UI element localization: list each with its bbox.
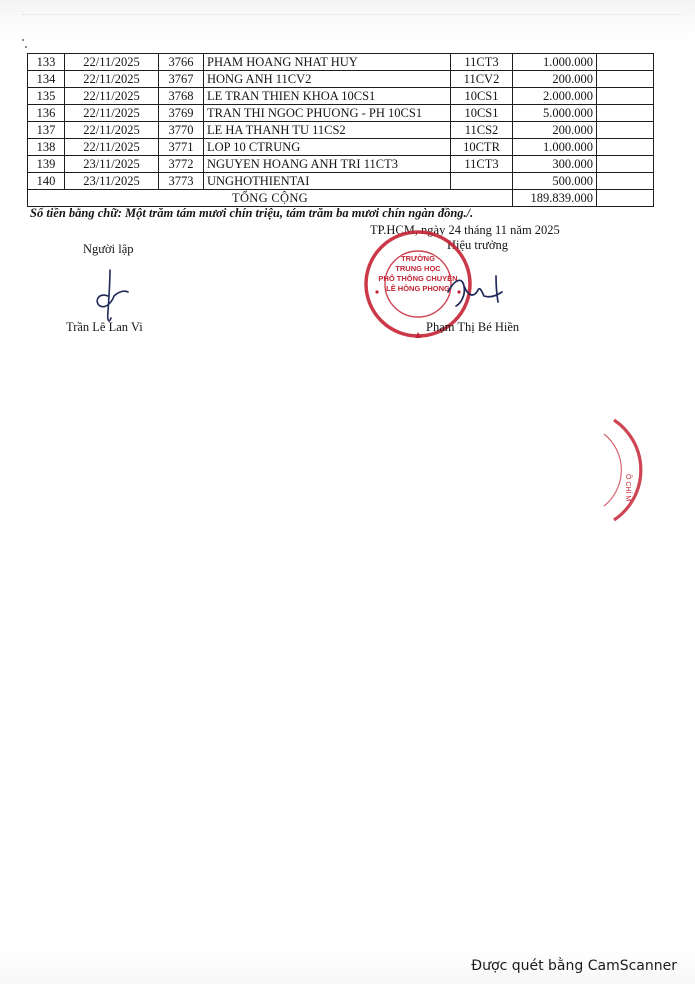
principal-name: Phạm Thị Bé Hiền	[426, 320, 520, 334]
row-amount: 500.000	[513, 173, 597, 190]
row-number: 139	[28, 156, 65, 173]
row-number: 133	[28, 54, 65, 71]
principal-signature	[420, 262, 530, 312]
date-line: TP.HCM, ngày 24 tháng 11 năm 2025	[370, 223, 560, 237]
top-edge-artifact	[22, 0, 682, 15]
row-note	[597, 71, 654, 88]
row-name: LE TRAN THIEN KHOA 10CS1	[204, 88, 451, 105]
row-number: 140	[28, 173, 65, 190]
row-name: PHAM HOANG NHAT HUY	[204, 54, 451, 71]
row-number: 134	[28, 71, 65, 88]
preparer-title: Người lập	[83, 242, 134, 256]
total-row	[28, 190, 654, 207]
row-code: 3768	[159, 88, 204, 105]
row-note	[597, 139, 654, 156]
total-amount: 189.839.000	[513, 190, 597, 207]
row-name: HONG ANH 11CV2	[204, 71, 451, 88]
row-code: 3772	[159, 156, 204, 173]
seal-fragment	[600, 416, 650, 526]
table-row	[28, 105, 654, 122]
amount-in-words: Số tiền bằng chữ: Một trăm tám mươi chín triệu, tám trăm ba mươi chín ngàn đồng./.	[30, 206, 474, 220]
row-note	[597, 122, 654, 139]
row-number: 136	[28, 105, 65, 122]
row-date: 22/11/2025	[65, 88, 159, 105]
row-number: 137	[28, 122, 65, 139]
row-amount: 1.000.000	[513, 139, 597, 156]
row-name: NGUYEN HOANG ANH TRI 11CT3	[204, 156, 451, 173]
row-date: 23/11/2025	[65, 173, 159, 190]
scan-speck	[25, 46, 27, 48]
row-name: LOP 10 CTRUNG	[204, 139, 451, 156]
table-row	[28, 122, 654, 139]
row-code: 3773	[159, 173, 204, 190]
table-row	[28, 54, 654, 71]
row-code: 3767	[159, 71, 204, 88]
table-row	[28, 71, 654, 88]
row-code: 3766	[159, 54, 204, 71]
row-name: UNGHOTHIENTAI	[204, 173, 451, 190]
row-date: 22/11/2025	[65, 122, 159, 139]
row-class: 11CT3	[451, 156, 513, 173]
row-date: 23/11/2025	[65, 156, 159, 173]
row-class: 11CV2	[451, 71, 513, 88]
row-class: 10CS1	[451, 105, 513, 122]
row-date: 22/11/2025	[65, 105, 159, 122]
table-row	[28, 156, 654, 173]
row-code: 3769	[159, 105, 204, 122]
donation-table	[27, 53, 654, 207]
table-body	[28, 54, 654, 207]
scan-speck	[22, 39, 24, 41]
svg-text:Ồ CHÍ M: Ồ CHÍ M	[624, 474, 631, 502]
row-amount: 300.000	[513, 156, 597, 173]
principal-title: Hiệu trưởng	[447, 238, 508, 252]
row-amount: 2.000.000	[513, 88, 597, 105]
row-class: 11CS2	[451, 122, 513, 139]
preparer-signature	[80, 262, 140, 326]
preparer-name: Trần Lê Lan Vi	[66, 320, 143, 334]
table-row	[28, 88, 654, 105]
row-note	[597, 54, 654, 71]
row-number: 138	[28, 139, 65, 156]
row-amount: 1.000.000	[513, 54, 597, 71]
total-note	[597, 190, 654, 207]
row-note	[597, 156, 654, 173]
row-number: 135	[28, 88, 65, 105]
row-name: TRAN THI NGOC PHUONG - PH 10CS1	[204, 105, 451, 122]
table-row	[28, 139, 654, 156]
row-name: LE HA THANH TU 11CS2	[204, 122, 451, 139]
row-class: 11CT3	[451, 54, 513, 71]
row-amount: 200.000	[513, 122, 597, 139]
row-class	[451, 173, 513, 190]
row-code: 3770	[159, 122, 204, 139]
row-date: 22/11/2025	[65, 71, 159, 88]
row-note	[597, 173, 654, 190]
row-amount: 5.000.000	[513, 105, 597, 122]
row-note	[597, 105, 654, 122]
row-class: 10CTR	[451, 139, 513, 156]
table-row	[28, 173, 654, 190]
seal-text: TRƯỜNG TRUNG HỌC PHỔ THÔNG CHUYÊN LÊ HỒNG PHONG	[378, 254, 458, 293]
row-date: 22/11/2025	[65, 139, 159, 156]
row-code: 3771	[159, 139, 204, 156]
row-amount: 200.000	[513, 71, 597, 88]
row-date: 22/11/2025	[65, 54, 159, 71]
camscanner-footer: Được quét bằng CamScanner	[471, 958, 677, 974]
total-label: TỔNG CỘNG	[28, 190, 513, 207]
row-class: 10CS1	[451, 88, 513, 105]
row-note	[597, 88, 654, 105]
